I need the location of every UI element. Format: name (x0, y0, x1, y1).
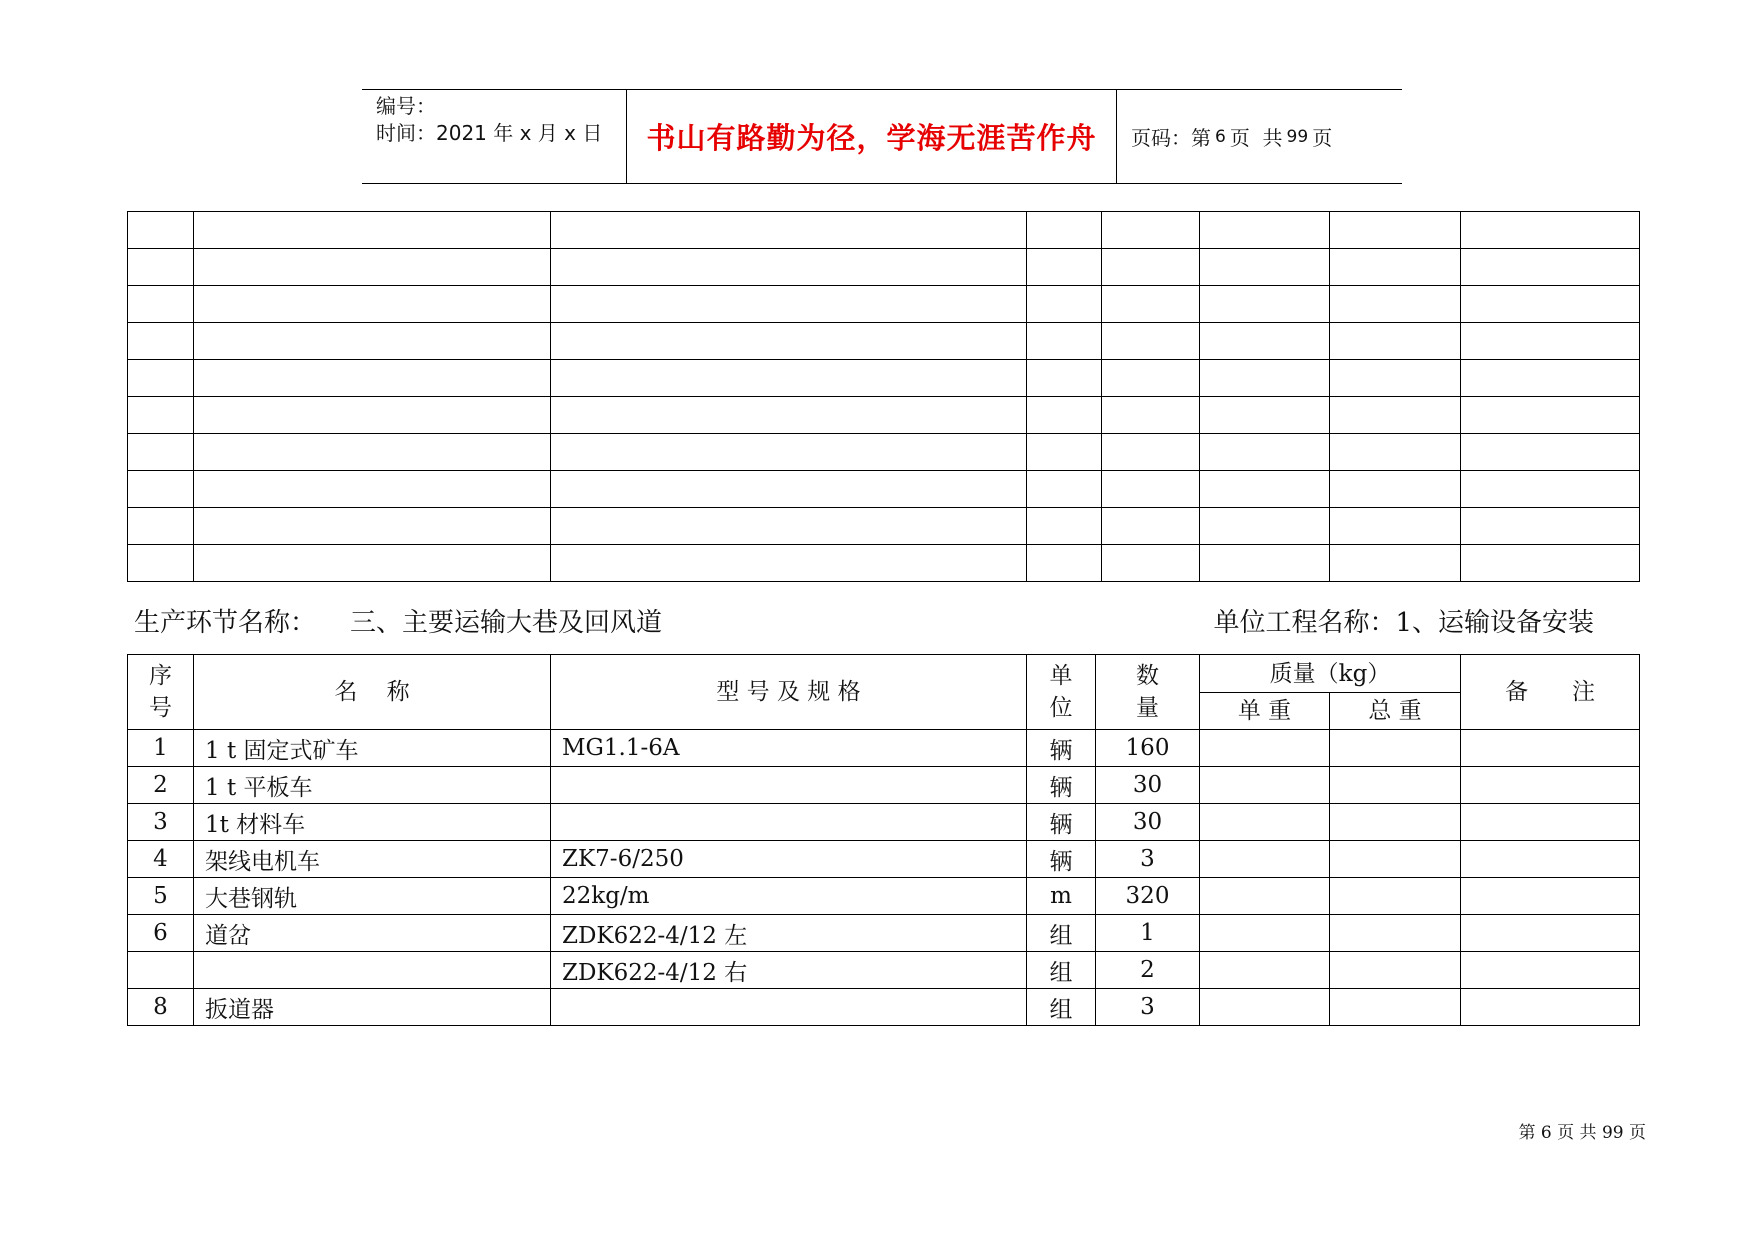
cell-unit-weight (1200, 730, 1330, 767)
blank-cell (1200, 545, 1330, 582)
blank-cell (128, 360, 194, 397)
header-unit-weight: 单 重 (1200, 693, 1330, 730)
blank-cell (194, 360, 551, 397)
blank-row (128, 212, 1640, 249)
blank-cell (551, 249, 1027, 286)
cell-qty: 30 (1096, 804, 1200, 841)
cell-unit: 组 (1027, 989, 1096, 1026)
blank-cell (1200, 323, 1330, 360)
cell-remark (1461, 989, 1640, 1026)
cell-remark (1461, 804, 1640, 841)
blank-cell (1102, 545, 1200, 582)
blank-row (128, 360, 1640, 397)
cell-total-weight (1330, 989, 1461, 1026)
cell-total-weight (1330, 915, 1461, 952)
cell-total-weight (1330, 804, 1461, 841)
cell-qty: 1 (1096, 915, 1200, 952)
blank-cell (1461, 286, 1640, 323)
blank-cell (1461, 397, 1640, 434)
blank-row (128, 286, 1640, 323)
blank-cell (194, 545, 551, 582)
blank-cell (1200, 249, 1330, 286)
cell-model: 22kg/m (551, 878, 1027, 915)
cell-seq: 5 (128, 878, 194, 915)
cell-qty: 3 (1096, 841, 1200, 878)
cell-name: 1 t 固定式矿车 (194, 730, 551, 767)
blank-cell (1330, 286, 1461, 323)
blank-cell (128, 545, 194, 582)
table-row (128, 767, 1640, 804)
header-total-weight: 总 重 (1330, 693, 1461, 730)
table-row (128, 841, 1640, 878)
blank-cell (1461, 323, 1640, 360)
table-row (128, 804, 1640, 841)
cell-name: 1t 材料车 (194, 804, 551, 841)
blank-cell (1102, 249, 1200, 286)
cell-unit-weight (1200, 767, 1330, 804)
cell-seq: 2 (128, 767, 194, 804)
header-meta (362, 90, 627, 183)
cell-name: 1 t 平板车 (194, 767, 551, 804)
blank-cell (194, 286, 551, 323)
cell-qty: 2 (1096, 952, 1200, 989)
blank-cell (1027, 360, 1102, 397)
cell-model (551, 989, 1027, 1026)
header-unit: 单位 (1027, 655, 1096, 730)
blank-cell (128, 249, 194, 286)
blank-cell (1027, 212, 1102, 249)
cell-seq: 4 (128, 841, 194, 878)
header-page-info (1117, 90, 1402, 183)
blank-cell (194, 249, 551, 286)
cell-total-weight (1330, 841, 1461, 878)
blank-cell (1330, 323, 1461, 360)
blank-table (127, 211, 1640, 582)
blank-cell (1330, 508, 1461, 545)
cell-unit-weight (1200, 915, 1330, 952)
blank-cell (1200, 471, 1330, 508)
page-prefix: 页码：第 (1131, 126, 1211, 150)
section-line (134, 597, 1594, 643)
blank-cell (1027, 323, 1102, 360)
cell-unit-weight (1200, 841, 1330, 878)
blank-cell (1102, 508, 1200, 545)
blank-cell (1330, 212, 1461, 249)
cell-total-weight (1330, 952, 1461, 989)
production-label: 生产环节名称： (134, 607, 317, 638)
blank-cell (128, 471, 194, 508)
blank-cell (1200, 360, 1330, 397)
blank-row (128, 434, 1640, 471)
blank-cell (551, 434, 1027, 471)
cell-total-weight (1330, 730, 1461, 767)
date-label: 时间：2021 年 x 月 x 日 (376, 121, 603, 145)
cell-name: 架线电机车 (194, 841, 551, 878)
cell-model: ZK7-6/250 (551, 841, 1027, 878)
cell-model: ZDK622-4/12 左 (551, 915, 1027, 952)
blank-cell (1330, 397, 1461, 434)
header-model: 型 号 及 规 格 (551, 655, 1027, 730)
blank-row (128, 508, 1640, 545)
page-number: 6 (1215, 126, 1226, 147)
header-name: 名 称 (194, 655, 551, 730)
blank-cell (128, 212, 194, 249)
blank-cell (194, 323, 551, 360)
blank-cell (1027, 471, 1102, 508)
blank-cell (1461, 508, 1640, 545)
table-row (128, 730, 1640, 767)
blank-row (128, 397, 1640, 434)
cell-model: MG1.1-6A (551, 730, 1027, 767)
cell-seq: 3 (128, 804, 194, 841)
blank-cell (1330, 545, 1461, 582)
cell-unit-weight (1200, 952, 1330, 989)
blank-cell (1330, 434, 1461, 471)
cell-remark (1461, 915, 1640, 952)
blank-cell (1461, 212, 1640, 249)
blank-cell (1330, 471, 1461, 508)
table-row (128, 952, 1640, 989)
blank-cell (1330, 249, 1461, 286)
cell-remark (1461, 878, 1640, 915)
blank-cell (194, 508, 551, 545)
table-row (128, 878, 1640, 915)
blank-cell (551, 471, 1027, 508)
blank-row (128, 249, 1640, 286)
blank-cell (1102, 323, 1200, 360)
blank-cell (1200, 508, 1330, 545)
blank-cell (128, 508, 194, 545)
cell-name (194, 952, 551, 989)
cell-name: 道岔 (194, 915, 551, 952)
cell-seq (128, 952, 194, 989)
blank-cell (1461, 249, 1640, 286)
blank-cell (1102, 471, 1200, 508)
header-motto: 书山有路勤为径，学海无涯苦作舟 (627, 90, 1117, 183)
serial-label: 编号： (376, 94, 436, 118)
cell-unit: 辆 (1027, 730, 1096, 767)
cell-unit: 组 (1027, 915, 1096, 952)
cell-model (551, 804, 1027, 841)
blank-cell (551, 397, 1027, 434)
blank-cell (1461, 545, 1640, 582)
blank-cell (1461, 471, 1640, 508)
table-row (128, 915, 1640, 952)
cell-qty: 320 (1096, 878, 1200, 915)
cell-remark (1461, 952, 1640, 989)
blank-cell (128, 286, 194, 323)
blank-cell (1027, 397, 1102, 434)
cell-unit: 辆 (1027, 767, 1096, 804)
blank-cell (551, 360, 1027, 397)
blank-cell (1200, 397, 1330, 434)
blank-cell (551, 323, 1027, 360)
blank-cell (1461, 360, 1640, 397)
cell-model: ZDK622-4/12 右 (551, 952, 1027, 989)
blank-cell (128, 323, 194, 360)
blank-cell (551, 508, 1027, 545)
blank-cell (1027, 249, 1102, 286)
cell-total-weight (1330, 878, 1461, 915)
blank-cell (551, 286, 1027, 323)
equipment-table (127, 654, 1640, 1026)
header-seq: 序号 (128, 655, 194, 730)
blank-cell (194, 212, 551, 249)
cell-unit-weight (1200, 989, 1330, 1026)
cell-unit: 组 (1027, 952, 1096, 989)
blank-cell (551, 212, 1027, 249)
blank-cell (1027, 286, 1102, 323)
blank-cell (1027, 508, 1102, 545)
cell-seq: 8 (128, 989, 194, 1026)
table-row (128, 989, 1640, 1026)
blank-cell (1102, 286, 1200, 323)
blank-cell (1200, 286, 1330, 323)
blank-cell (1461, 434, 1640, 471)
blank-cell (128, 397, 194, 434)
cell-remark (1461, 767, 1640, 804)
blank-cell (1027, 545, 1102, 582)
blank-cell (1330, 360, 1461, 397)
page-header (362, 89, 1402, 184)
blank-cell (1102, 212, 1200, 249)
cell-remark (1461, 841, 1640, 878)
cell-unit-weight (1200, 878, 1330, 915)
cell-unit: 辆 (1027, 841, 1096, 878)
cell-qty: 30 (1096, 767, 1200, 804)
blank-cell (1102, 434, 1200, 471)
cell-unit: m (1027, 878, 1096, 915)
production-value: 三、主要运输大巷及回风道 (350, 607, 663, 638)
blank-row (128, 545, 1640, 582)
unit-project-label: 单位工程名称：1、运输设备安装 (1213, 607, 1594, 638)
page-total: 99 (1286, 126, 1309, 147)
header-qty: 数量 (1096, 655, 1200, 730)
blank-cell (1200, 434, 1330, 471)
blank-cell (1027, 434, 1102, 471)
cell-seq: 1 (128, 730, 194, 767)
cell-name: 大巷钢轨 (194, 878, 551, 915)
cell-unit-weight (1200, 804, 1330, 841)
blank-cell (194, 471, 551, 508)
blank-cell (1102, 397, 1200, 434)
blank-row (128, 323, 1640, 360)
blank-cell (551, 545, 1027, 582)
blank-cell (194, 434, 551, 471)
blank-cell (194, 397, 551, 434)
blank-cell (1102, 360, 1200, 397)
cell-unit: 辆 (1027, 804, 1096, 841)
cell-remark (1461, 730, 1640, 767)
blank-row (128, 471, 1640, 508)
page-suffix: 页 (1312, 126, 1333, 150)
cell-seq: 6 (128, 915, 194, 952)
blank-cell (1200, 212, 1330, 249)
header-mass: 质量（kg） (1200, 655, 1461, 693)
page-footer: 第 6 页 共 99 页 (1518, 1123, 1646, 1143)
cell-qty: 160 (1096, 730, 1200, 767)
header-remark: 备 注 (1461, 655, 1640, 730)
page-middle: 页 共 (1229, 126, 1283, 150)
cell-total-weight (1330, 767, 1461, 804)
blank-cell (128, 434, 194, 471)
cell-model (551, 767, 1027, 804)
cell-qty: 3 (1096, 989, 1200, 1026)
cell-name: 扳道器 (194, 989, 551, 1026)
